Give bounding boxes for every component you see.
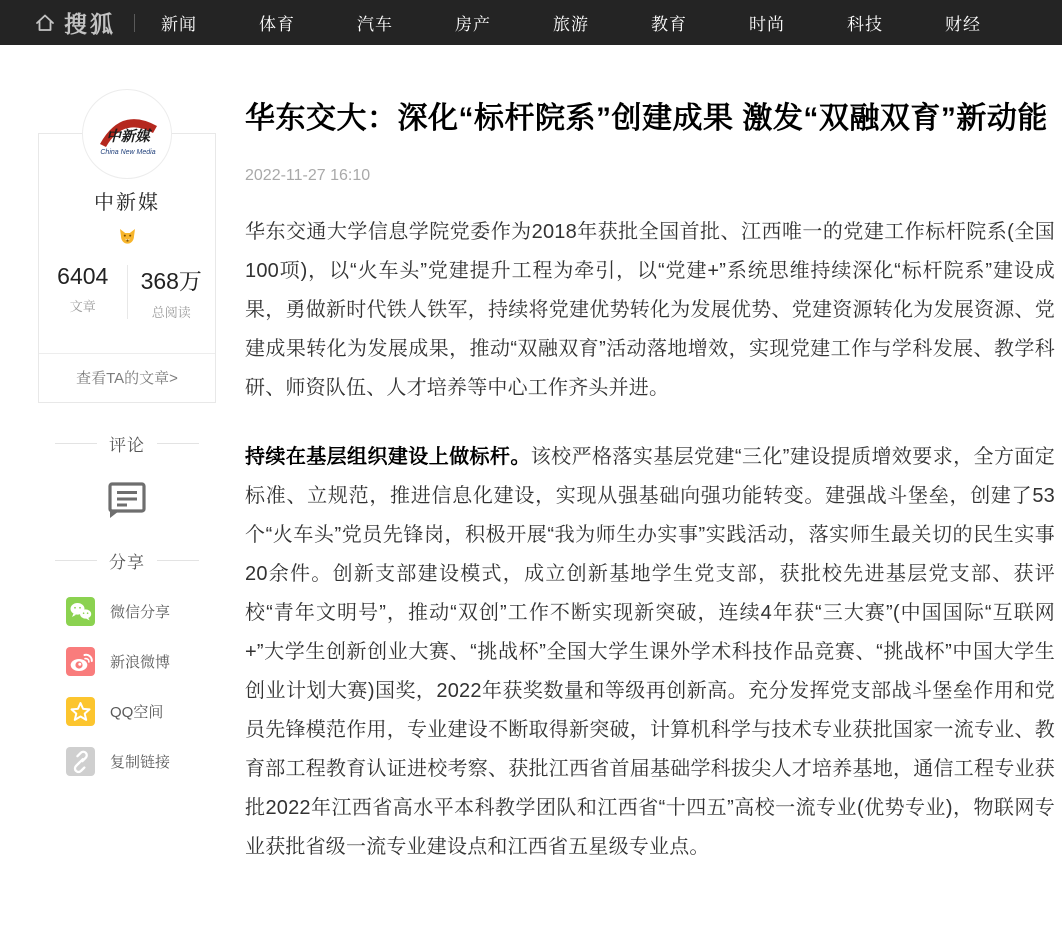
- stat-total-reads: [128, 263, 216, 321]
- weibo-icon: [66, 647, 95, 676]
- page-body: [0, 45, 1062, 867]
- article-paragraph: [245, 213, 1055, 408]
- link-icon: [66, 747, 95, 776]
- main-nav: [161, 10, 1043, 35]
- divider-line: [55, 443, 97, 444]
- reads-count: 368万: [140, 268, 202, 294]
- publisher-avatar[interactable]: [82, 89, 172, 179]
- share-list: [38, 597, 216, 776]
- share-weibo-label: 新浪微博: [110, 654, 171, 671]
- article-date: 2022-11-27 16:10: [245, 167, 371, 184]
- article-paragraph: [245, 438, 1055, 867]
- publisher-stats: [39, 263, 215, 321]
- sohu-logo[interactable]: [34, 6, 116, 39]
- articles-label: 文章: [69, 299, 96, 314]
- share-label: 分享: [109, 553, 145, 572]
- nav-item-news[interactable]: 新闻: [161, 15, 197, 34]
- nav-item-education[interactable]: 教育: [651, 15, 687, 34]
- paragraph-text: 该校严格落实基层党建“三化”建设提质增效要求，全方面定标准、立规范，推进信息化建设，实现从强基础向强功能转变。建强战斗堡垒，创建了53个“火车头”党员先锋岗，积极开展“我为师生办实事”实践活动，落实师生最关切的民生实事20余件。创新支部建设模式，成立创新基地学生党支部，获批校先进基层党支部、获评校“青年文明号”，推动“双创”工作不断实现新突破，连续4年获“三大赛”(中国国际“互联网+”大学生创新创业大赛、“挑战杯”全国大学生课外学术科技作品竞赛、“挑战杯”中国大学生创业计划大赛)国奖，2022年获奖数量和等级再创新高。充分发挥党支部战斗堡垒作用和党员先锋模范作用，专业建设不断取得新突破，计算机科学与技术专业获批国家一流专业、教育部工程教育认证进校考察、获批江西省首届基础学科拔尖人才培养基地，通信工程专业获批2022年江西省高水平本科教学团队和江西省“十四五”高校一流专业(优势专业)，物联网专业获批省级一流专业建设点和江西省五星级专业点。: [245, 446, 1055, 858]
- divider-line: [157, 443, 199, 444]
- nav-item-auto[interactable]: 汽车: [357, 15, 393, 34]
- qzone-icon: [66, 697, 95, 726]
- share-section-header: [38, 548, 216, 573]
- share-copy-link-label: 复制链接: [110, 754, 171, 771]
- paragraph-text: 华东交通大学信息学院党委作为2018年获批全国首批、江西唯一的党建工作标杆院系(全国100项)，以“火车头”党建提升工程为牵引，以“党建+”系统思维持续深化“标杆院系”建设成果，勇做新时代铁人铁军，持续将党建优势转化为发展优势、党建资源转化为发展资源、党建成果转化为发展成果，推动“双融双育”活动落地增效，实现党建工作与学科发展、教学科研、师资队伍、人才培养等中心工作齐头并进。: [245, 221, 1055, 399]
- nav-item-tech[interactable]: 科技: [847, 15, 883, 34]
- publisher-card: [38, 129, 216, 403]
- view-author-articles-link[interactable]: 查看TA的文章>: [39, 353, 215, 402]
- comments-label: 评论: [109, 436, 145, 455]
- divider-line: [55, 560, 97, 561]
- publisher-name[interactable]: 中新媒: [94, 192, 160, 214]
- wechat-icon: [66, 597, 95, 626]
- stat-articles: [39, 263, 127, 321]
- nav-item-finance[interactable]: 财经: [945, 15, 981, 34]
- share-copy-link[interactable]: [38, 747, 216, 776]
- articles-count: 6404: [57, 263, 109, 289]
- svg-text:China New Media: China New Media: [100, 149, 156, 156]
- divider-line: [157, 560, 199, 561]
- paragraph-lead: 持续在基层组织建设上做标杆。: [245, 446, 531, 468]
- nav-item-sports[interactable]: 体育: [259, 15, 295, 34]
- share-weibo[interactable]: [38, 647, 216, 676]
- sohu-logo-text: 搜狐: [64, 11, 116, 37]
- top-nav: [0, 0, 1062, 45]
- china-new-media-logo-icon: [83, 90, 171, 178]
- svg-text:中新媒: 中新媒: [106, 129, 150, 145]
- nav-item-fashion[interactable]: 时尚: [749, 15, 785, 34]
- share-wechat[interactable]: [38, 597, 216, 626]
- article-title: 华东交大：深化“标杆院系”创建成果 激发“双融双育”新动能: [245, 102, 1048, 135]
- nav-item-realestate[interactable]: 房产: [455, 15, 491, 34]
- reads-label: 总阅读: [151, 305, 191, 320]
- share-qzone[interactable]: [38, 697, 216, 726]
- sidebar: [38, 88, 216, 867]
- nav-item-travel[interactable]: 旅游: [553, 15, 589, 34]
- share-wechat-label: 微信分享: [110, 604, 171, 621]
- home-icon: [34, 12, 56, 34]
- nav-divider: [134, 14, 135, 32]
- comments-section-header: [38, 431, 216, 456]
- comment-icon[interactable]: [106, 480, 148, 520]
- share-qzone-label: QQ空间: [110, 704, 164, 721]
- fox-badge-icon: [39, 228, 215, 246]
- article: [245, 88, 1055, 867]
